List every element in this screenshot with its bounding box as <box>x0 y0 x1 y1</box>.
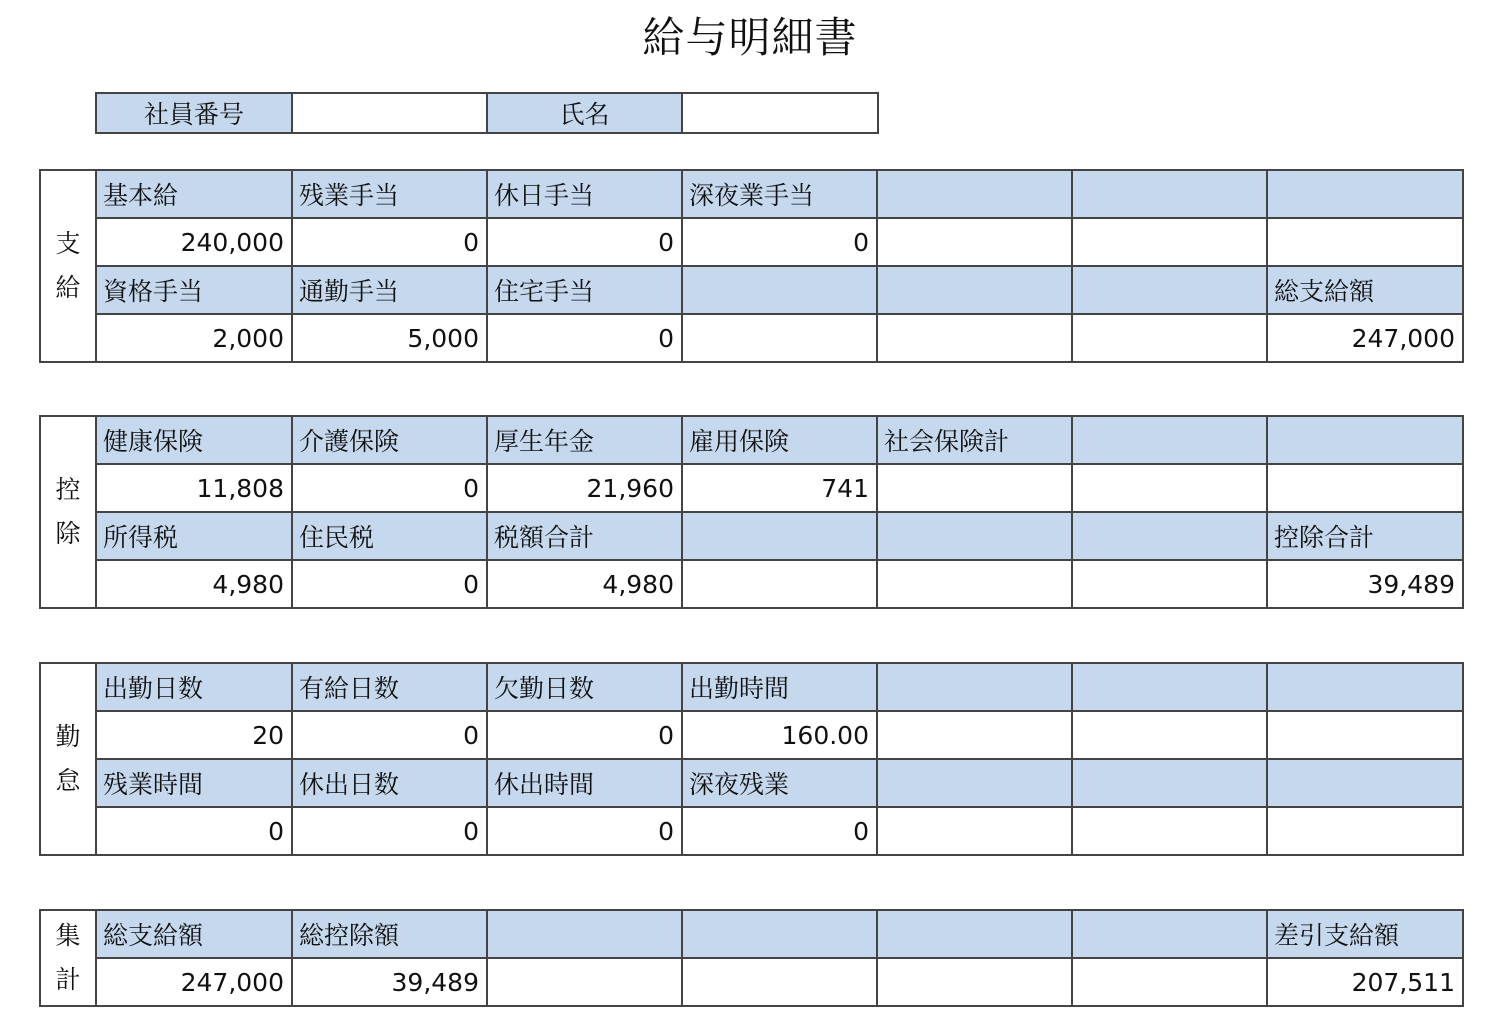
summary-item-value[interactable]: 247,000 <box>96 958 292 1006</box>
deduction-item-value[interactable] <box>1072 560 1267 608</box>
summary-value-row <box>40 958 1463 1006</box>
payment-item-value[interactable] <box>1072 314 1267 362</box>
deduction-item-label <box>1267 416 1463 464</box>
attendance-item-value[interactable] <box>877 807 1072 855</box>
deduction-item-label: 税額合計 <box>487 512 682 560</box>
payment-item-value[interactable]: 0 <box>487 314 682 362</box>
payment-item-value[interactable]: 0 <box>682 218 877 266</box>
attendance-item-value[interactable] <box>1072 807 1267 855</box>
payment-item-label: 深夜業手当 <box>682 170 877 218</box>
summary-item-value[interactable]: 207,511 <box>1267 958 1463 1006</box>
deduction-item-label: 控除合計 <box>1267 512 1463 560</box>
deduction-item-value[interactable]: 4,980 <box>487 560 682 608</box>
attendance-item-label <box>1072 663 1267 711</box>
attendance-item-value[interactable]: 160.00 <box>682 711 877 759</box>
attendance-item-value[interactable]: 0 <box>682 807 877 855</box>
payment-item-value[interactable]: 2,000 <box>96 314 292 362</box>
attendance-item-label: 欠勤日数 <box>487 663 682 711</box>
attendance-item-label <box>1267 759 1463 807</box>
attendance-item-value[interactable]: 0 <box>487 711 682 759</box>
payment-item-label <box>877 170 1072 218</box>
deduction-item-label: 社会保険計 <box>877 416 1072 464</box>
attendance-item-value[interactable]: 0 <box>96 807 292 855</box>
summary-item-label <box>1072 910 1267 958</box>
payment-item-value[interactable] <box>682 314 877 362</box>
attendance-item-label: 有給日数 <box>292 663 487 711</box>
summary-header-row <box>40 910 1463 958</box>
payment-value-row <box>40 218 1463 266</box>
attendance-item-value[interactable] <box>1267 807 1463 855</box>
payment-item-label <box>877 266 1072 314</box>
attendance-item-label: 深夜残業 <box>682 759 877 807</box>
summary-side-char: 計 <box>55 965 81 994</box>
deduction-item-label: 所得税 <box>96 512 292 560</box>
summary-item-value[interactable]: 39,489 <box>292 958 487 1006</box>
payment-item-value[interactable] <box>1072 218 1267 266</box>
attendance-item-value[interactable] <box>1267 711 1463 759</box>
attendance-side-char: 怠 <box>55 766 81 795</box>
attendance-header-row <box>40 663 1463 711</box>
summary-item-label: 総控除額 <box>292 910 487 958</box>
summary-item-label: 総支給額 <box>96 910 292 958</box>
deduction-item-label <box>877 512 1072 560</box>
attendance-value-row <box>40 807 1463 855</box>
payment-header-row <box>40 266 1463 314</box>
page-title: 給与明細書 <box>642 13 858 62</box>
deduction-item-label: 雇用保険 <box>682 416 877 464</box>
summary-section <box>39 909 1464 1007</box>
attendance-item-label <box>1267 663 1463 711</box>
attendance-item-value[interactable] <box>1072 711 1267 759</box>
deduction-item-value[interactable] <box>877 464 1072 512</box>
payment-item-label: 通勤手当 <box>292 266 487 314</box>
deduction-side-char: 控 <box>55 475 81 504</box>
attendance-item-label: 出勤時間 <box>682 663 877 711</box>
deduction-item-value[interactable]: 0 <box>292 560 487 608</box>
attendance-item-value[interactable]: 0 <box>292 807 487 855</box>
deduction-item-value[interactable] <box>682 560 877 608</box>
attendance-side-label <box>40 663 96 855</box>
deduction-item-label <box>682 512 877 560</box>
attendance-item-label: 残業時間 <box>96 759 292 807</box>
payment-item-value[interactable]: 247,000 <box>1267 314 1463 362</box>
payment-item-value[interactable] <box>1267 218 1463 266</box>
summary-item-label <box>877 910 1072 958</box>
payment-item-value[interactable]: 5,000 <box>292 314 487 362</box>
summary-side-label <box>40 910 96 1006</box>
payment-item-label: 休日手当 <box>487 170 682 218</box>
payment-side-char: 支 <box>55 229 81 258</box>
employee-number-field[interactable] <box>292 93 487 133</box>
deduction-item-label: 介護保険 <box>292 416 487 464</box>
employee-info-table <box>95 92 879 134</box>
attendance-item-label: 出勤日数 <box>96 663 292 711</box>
summary-item-label: 差引支給額 <box>1267 910 1463 958</box>
deduction-item-value[interactable]: 39,489 <box>1267 560 1463 608</box>
deduction-item-value[interactable]: 0 <box>292 464 487 512</box>
attendance-item-label: 休出時間 <box>487 759 682 807</box>
payment-section <box>39 169 1464 363</box>
payment-item-value[interactable] <box>877 314 1072 362</box>
deduction-item-label: 健康保険 <box>96 416 292 464</box>
summary-item-label <box>682 910 877 958</box>
summary-item-label <box>487 910 682 958</box>
payment-header-row <box>40 170 1463 218</box>
payment-side-char: 給 <box>55 273 81 302</box>
deduction-item-value[interactable] <box>877 560 1072 608</box>
payment-item-value[interactable] <box>877 218 1072 266</box>
deduction-side-char: 除 <box>55 519 81 548</box>
payment-item-label: 総支給額 <box>1267 266 1463 314</box>
attendance-item-label <box>877 759 1072 807</box>
deduction-item-value[interactable]: 21,960 <box>487 464 682 512</box>
attendance-item-value[interactable]: 0 <box>487 807 682 855</box>
deduction-header-row <box>40 416 1463 464</box>
deduction-item-label: 住民税 <box>292 512 487 560</box>
payment-item-label <box>1072 266 1267 314</box>
summary-item-value[interactable] <box>487 958 682 1006</box>
attendance-item-value[interactable] <box>877 711 1072 759</box>
deduction-item-value[interactable]: 741 <box>682 464 877 512</box>
payment-item-value[interactable]: 240,000 <box>96 218 292 266</box>
attendance-item-label: 休出日数 <box>292 759 487 807</box>
attendance-header-row <box>40 759 1463 807</box>
employee-name-label: 氏名 <box>487 93 682 133</box>
payment-item-value[interactable]: 0 <box>487 218 682 266</box>
deduction-header-row <box>40 512 1463 560</box>
deduction-value-row <box>40 464 1463 512</box>
payment-item-label <box>1072 170 1267 218</box>
payment-value-row <box>40 314 1463 362</box>
deduction-item-label <box>1072 416 1267 464</box>
payment-side-label <box>40 170 96 362</box>
deduction-item-value[interactable]: 11,808 <box>96 464 292 512</box>
payment-item-label: 基本給 <box>96 170 292 218</box>
deduction-section <box>39 415 1464 609</box>
payment-item-label <box>1267 170 1463 218</box>
summary-item-value[interactable] <box>877 958 1072 1006</box>
deduction-item-value[interactable] <box>1072 464 1267 512</box>
employee-name-field[interactable] <box>682 93 878 133</box>
attendance-item-value[interactable]: 0 <box>292 711 487 759</box>
summary-item-value[interactable] <box>1072 958 1267 1006</box>
deduction-item-value[interactable]: 4,980 <box>96 560 292 608</box>
attendance-item-label <box>877 663 1072 711</box>
summary-item-value[interactable] <box>682 958 877 1006</box>
attendance-value-row <box>40 711 1463 759</box>
attendance-item-label <box>1072 759 1267 807</box>
payment-item-label: 残業手当 <box>292 170 487 218</box>
attendance-section <box>39 662 1464 856</box>
deduction-item-label: 厚生年金 <box>487 416 682 464</box>
deduction-item-value[interactable] <box>1267 464 1463 512</box>
payment-item-label: 資格手当 <box>96 266 292 314</box>
deduction-value-row <box>40 560 1463 608</box>
payment-item-label <box>682 266 877 314</box>
payment-item-label: 住宅手当 <box>487 266 682 314</box>
deduction-item-label <box>1072 512 1267 560</box>
payment-item-value[interactable]: 0 <box>292 218 487 266</box>
summary-side-char: 集 <box>55 921 81 950</box>
attendance-item-value[interactable]: 20 <box>96 711 292 759</box>
employee-number-label: 社員番号 <box>96 93 292 133</box>
deduction-side-label <box>40 416 96 608</box>
attendance-side-char: 勤 <box>55 722 81 751</box>
